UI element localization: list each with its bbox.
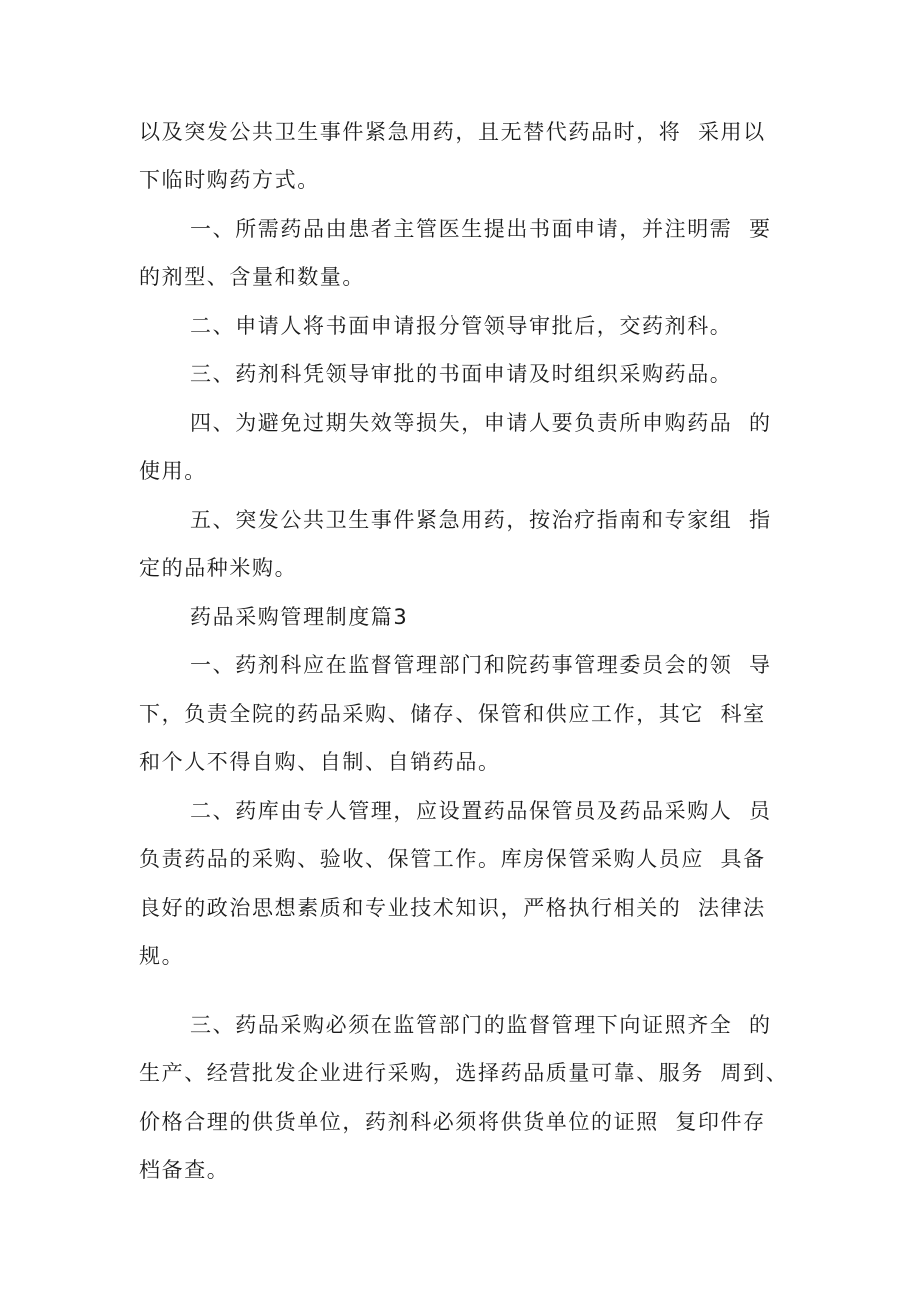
text-line: 定的品种米购。 <box>139 556 298 580</box>
text-line: 以及突发公共卫生事件紧急用药，且无替代药品时，将 采用以 <box>139 120 766 144</box>
text-line: 下，负责全院的药品采购、储存、保管和供应工作，其它 科室 <box>139 702 766 726</box>
text-line: 规。 <box>139 944 185 968</box>
text-line: 一、所需药品由患者主管医生提出书面申请，并注明需 要 <box>190 217 772 241</box>
text-line: 二、药库由专人管理，应设置药品保管员及药品采购人 员 <box>190 799 772 823</box>
text-line: 和个人不得自购、自制、自销药品。 <box>139 750 501 774</box>
text-line: 使用。 <box>139 459 207 483</box>
text-line: 良好的政治思想素质和专业技术知识，严格执行相关的 法律法 <box>139 896 766 920</box>
text-line: 四、为避免过期失效等损失，申请人要负责所申购药品 的 <box>190 411 772 435</box>
text-line: 档备查。 <box>139 1158 230 1182</box>
text-line: 三、药剂科凭领导审批的书面申请及时组织采购药品。 <box>190 362 733 386</box>
text-line: 二、申请人将书面申请报分管领导审批后，交药剂科。 <box>190 314 733 338</box>
text-line: 生产、经营批发企业进行采购，选择药品质量可靠、服务 周到、 <box>139 1061 789 1085</box>
text-line: 下临时购药方式。 <box>139 168 320 192</box>
text-line: 的剂型、含量和数量。 <box>139 265 365 289</box>
text-line: 一、药剂科应在监督管理部门和院药事管理委员会的领 导 <box>190 653 772 677</box>
text-line: 三、药品采购必须在监管部门的监督管理下向证照齐全 的 <box>190 1013 772 1037</box>
text-line: 五、突发公共卫生事件紧急用药，按治疗指南和专家组 指 <box>190 508 772 532</box>
text-line: 负责药品的采购、验收、保管工作。库房保管采购人员应 具备 <box>139 847 766 871</box>
section-heading: 药品采购管理制度篇3 <box>190 605 409 629</box>
text-line: 价格合理的供货单位，药剂科必须将供货单位的证照 复印件存 <box>139 1110 766 1134</box>
